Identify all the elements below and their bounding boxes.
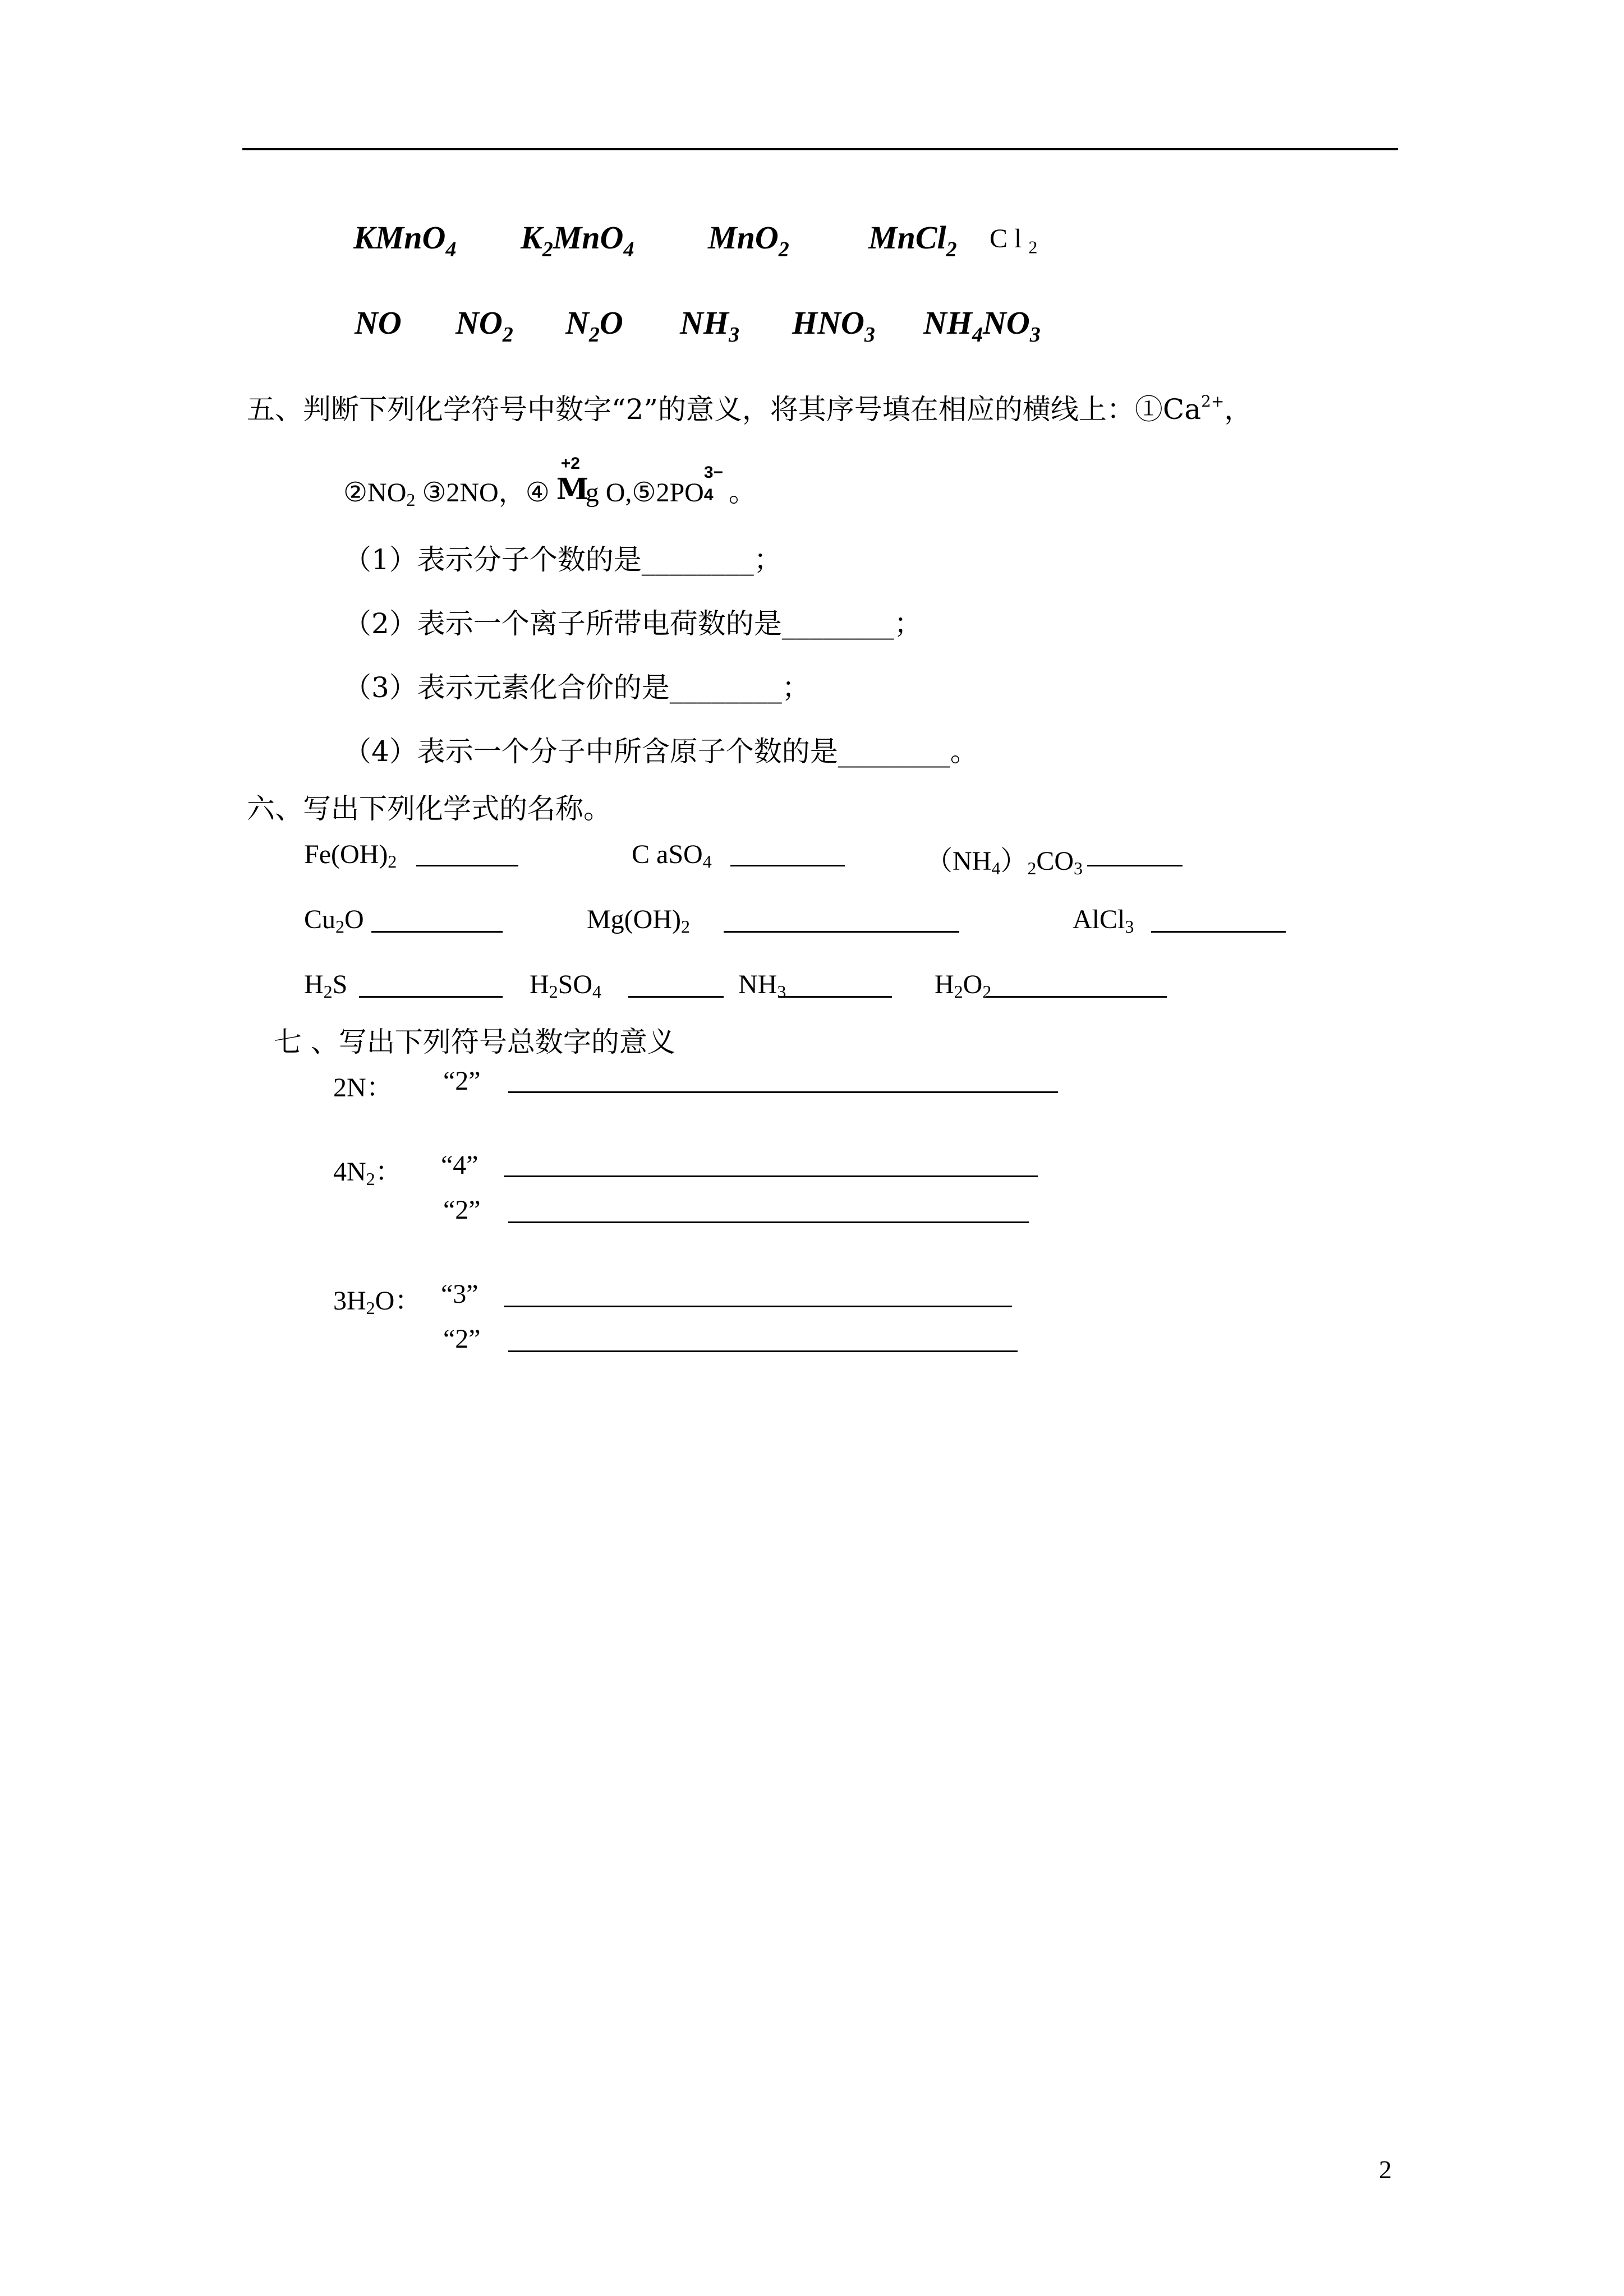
section6-heading: 六、写出下列化学式的名称。 [247, 792, 611, 825]
digit-label: “2” [443, 1324, 481, 1354]
formula-cl2: $Cl_2$ [990, 224, 1038, 257]
answer-blank[interactable] [504, 1175, 1038, 1177]
answer-blank[interactable] [508, 1221, 1029, 1223]
section5-question-2: （2）表示一个离子所带电荷数的是________； [343, 607, 922, 640]
section5-heading: 五、判断下列化学符号中数字“2”的意义，将其序号填在相应的横线上：$①Ca^{2+}$， [247, 392, 1253, 426]
formula-k2mno4: $K_2MnO_4$ [521, 219, 634, 261]
answer-blank[interactable] [504, 1306, 1012, 1307]
answer-blank[interactable] [371, 931, 503, 933]
answer-blank[interactable] [628, 996, 724, 998]
answer-blank[interactable] [508, 1350, 1018, 1352]
answer-blank[interactable] [1087, 865, 1183, 866]
digit-label: “2” [443, 1195, 481, 1225]
answer-blank[interactable] [416, 865, 518, 866]
formula-mno2: MnO$_2$ [708, 219, 789, 261]
formula-nh3: $NH_3$ [680, 305, 739, 347]
po4-charge: 3− 4 [703, 463, 724, 504]
formula-hno3: $HNO_3$ [792, 305, 875, 347]
formula-h2so4: $H_2SO_4$ [530, 970, 602, 1002]
formula-kmno4: KMnO$_4$ [353, 219, 457, 261]
formula-alcl3: AlCl$_3$ [1073, 905, 1134, 937]
formula-no: NO [355, 305, 402, 341]
formula-caso4: C aSO$_4$ [632, 840, 712, 872]
header-rule [242, 148, 1398, 150]
symbol-2n: 2N： [333, 1073, 393, 1103]
formula-h2s: $H_2S$ [304, 970, 348, 1002]
formula-nh3-row: $NH_3$ [738, 970, 786, 1002]
answer-blank[interactable] [1151, 931, 1286, 933]
formula-n2o: $N_2O$ [565, 305, 623, 347]
section5-symbols-line: $②NO_2$ ③2NO，④ +2 M g O,⑤2PO 3− 4 。 [343, 469, 757, 519]
formula-nh4-2co3: $(NH_4)_2CO_3$ [926, 846, 1083, 878]
symbol-4n2: $4N_2$： [333, 1157, 402, 1189]
mg-with-valence: +2 M [556, 454, 589, 506]
formula-nh4no3: $NH_4NO_3$ [923, 305, 1041, 347]
answer-blank[interactable] [986, 996, 1167, 998]
page-number: 2 [1379, 2155, 1392, 2184]
answer-blank[interactable] [724, 931, 959, 933]
answer-blank[interactable] [508, 1091, 1058, 1093]
symbol-3h2o: $3H_2O$： [333, 1286, 422, 1318]
section5-question-1: （1）表示分子个数的是________； [343, 543, 782, 576]
section7-heading: 七 、写出下列符号总数字的意义 [274, 1026, 675, 1058]
digit-label: “3” [441, 1279, 479, 1309]
formula-cu2o: $Cu_2O$ [304, 905, 364, 937]
section5-question-3: （3）表示元素化合价的是________； [343, 671, 810, 704]
formula-no2: $NO_2$ [456, 305, 513, 347]
formula-mg-oh-2: $Mg(OH)_2$ [587, 905, 690, 937]
answer-blank[interactable] [359, 996, 503, 998]
digit-label: “2” [443, 1066, 481, 1096]
answer-blank[interactable] [730, 865, 845, 866]
formula-fe-oh-2: $Fe(OH)_2$ [304, 840, 397, 872]
formula-h2o2: $H_2O_2$ [935, 970, 992, 1002]
section5-question-4: （4）表示一个分子中所含原子个数的是________。 [343, 735, 978, 768]
answer-blank[interactable] [779, 996, 892, 998]
digit-label: “4” [441, 1150, 479, 1180]
formula-mncl2: MnCl$_2$ [868, 219, 957, 261]
